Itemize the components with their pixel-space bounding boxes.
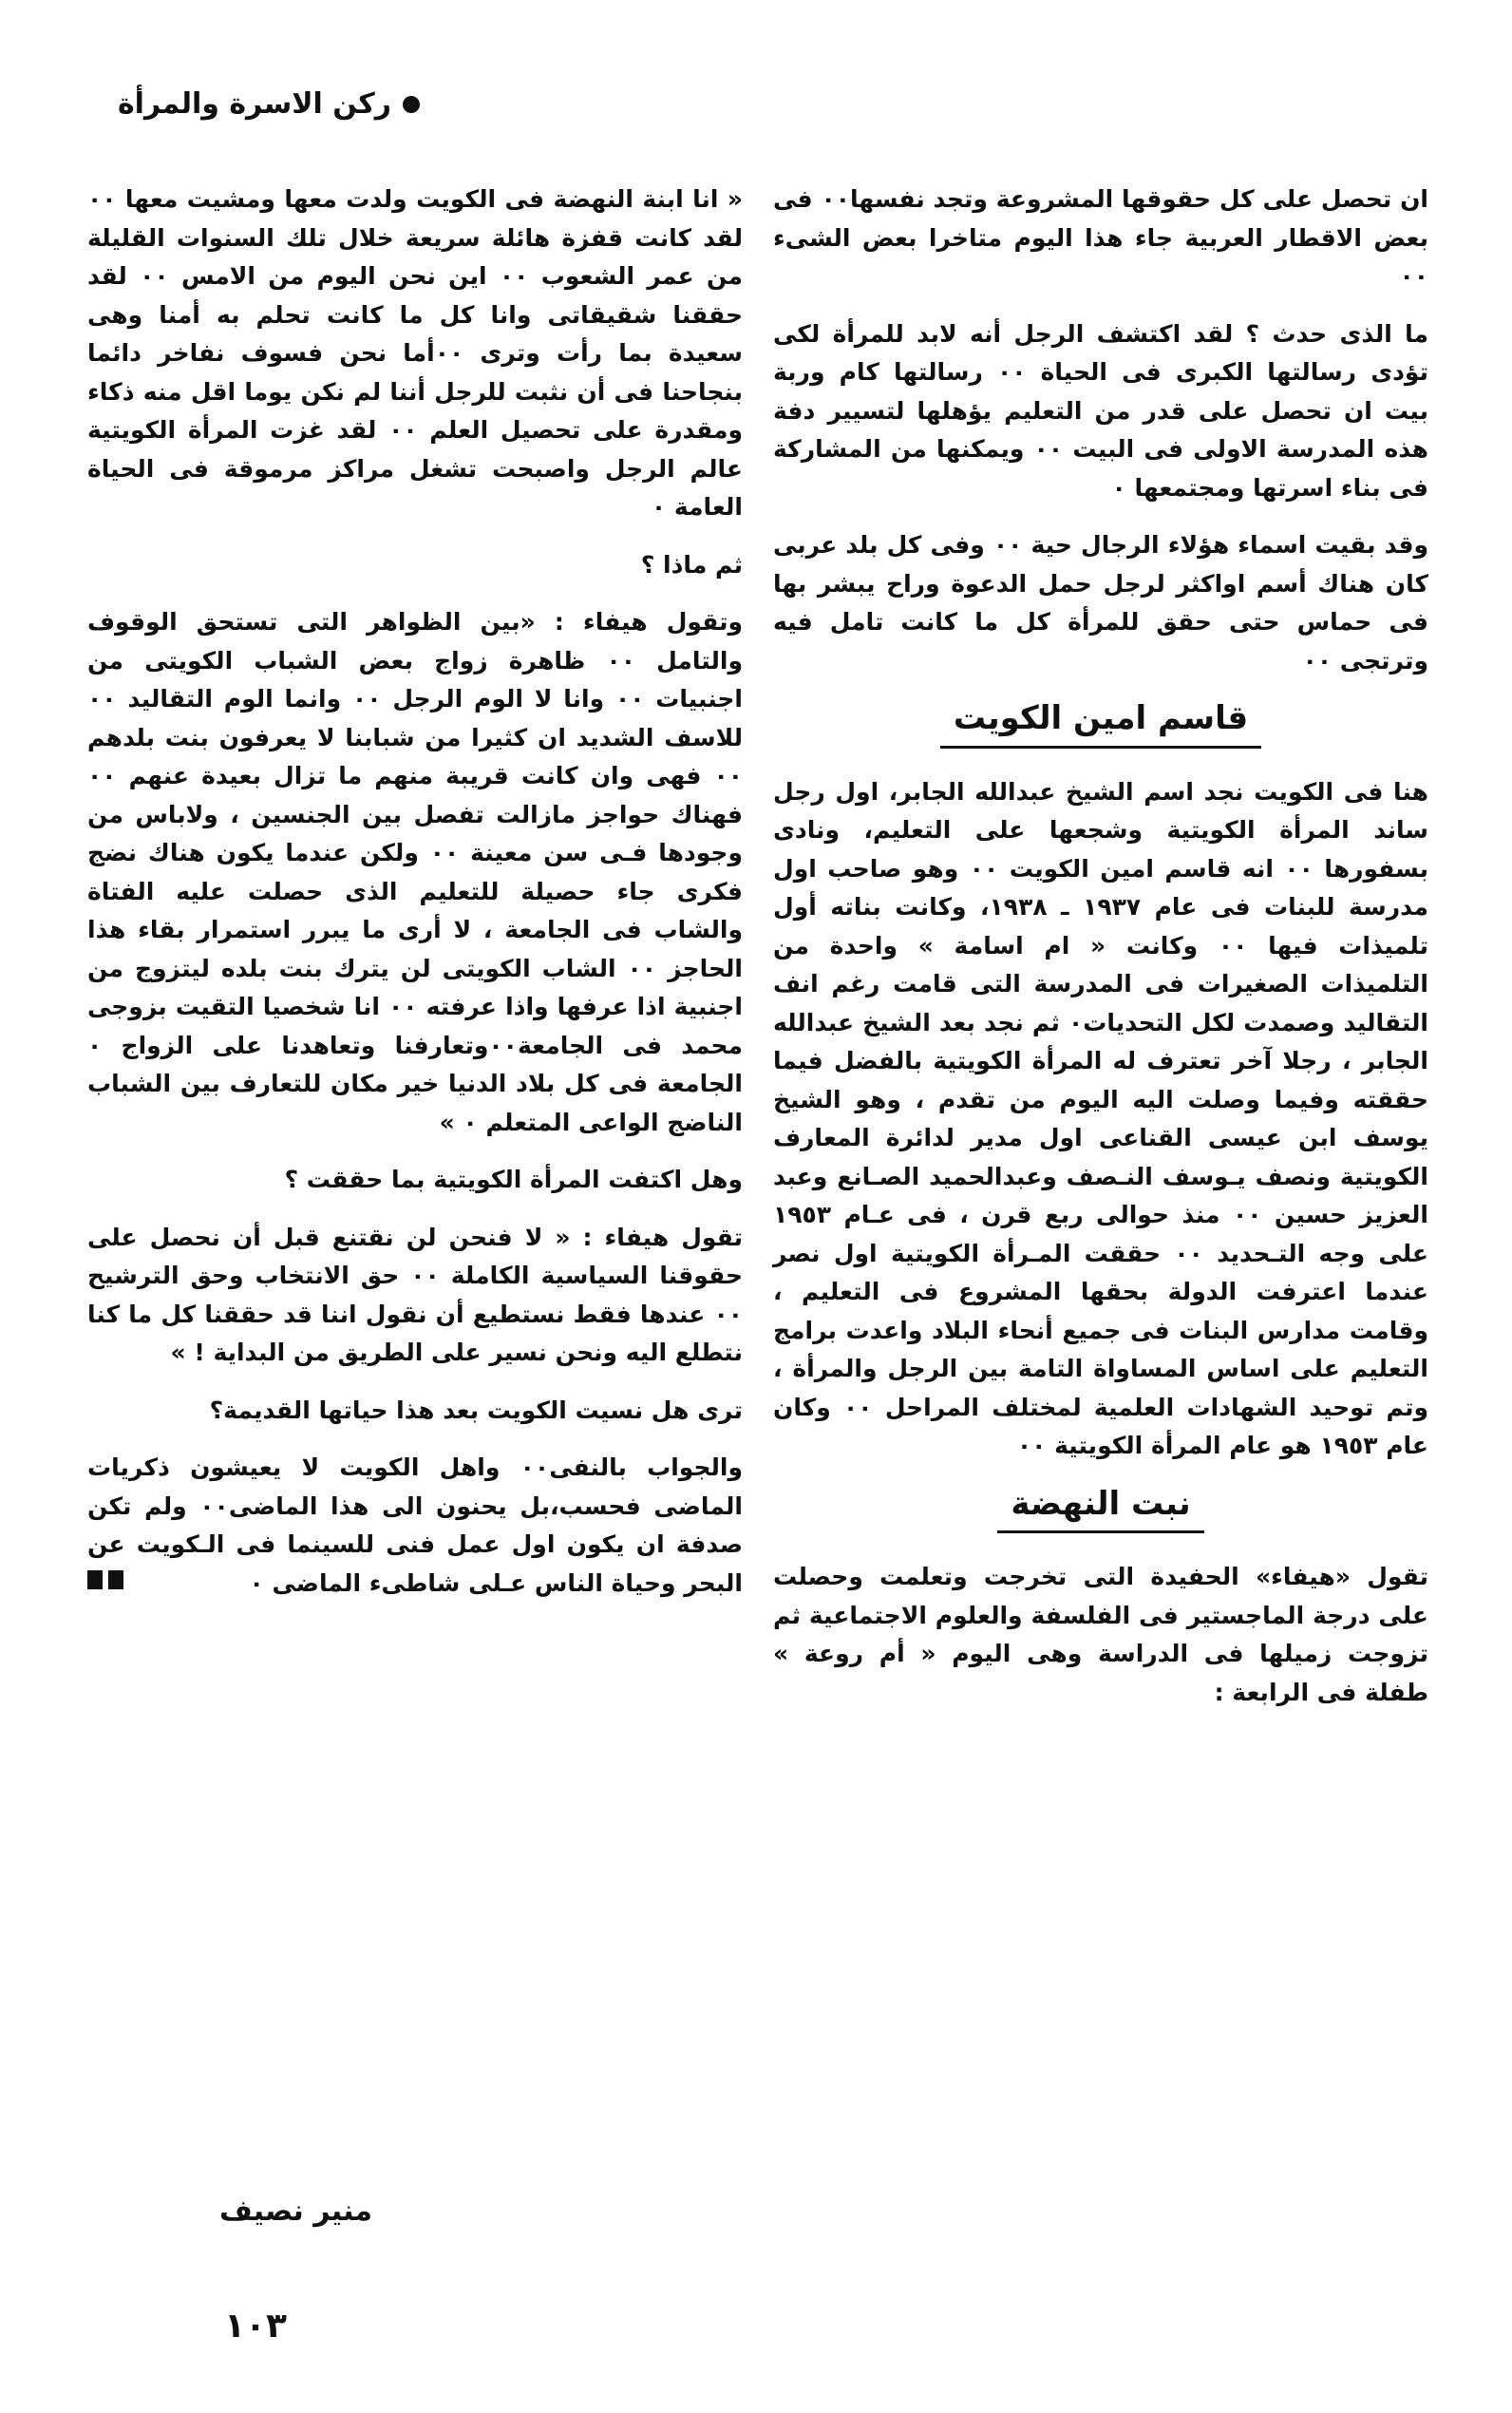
paragraph: تقول «هيفاء» الحفيدة التى تخرجت وتعلمت وحصلت على درجة الماجستير فى الفلسفة والعلوم الاجتماعية ثم تزوجت زميلها فى الدراسة وهى اليوم « أم روعة » طفلة فى الرابعة : xyxy=(773,1563,1428,1706)
page-number: ١٠٣ xyxy=(224,2307,287,2346)
paragraph: ثم ماذا ؟ xyxy=(640,550,743,579)
paragraph: وتقول هيفاء : «بين الظواهر التى تستحق الوقوف والتامل ٠٠ ظاهرة زواج بعض الشباب الكويتى من اجنبيات ٠٠ وانا لا الوم الرجل ٠٠ وانما الوم التقاليد ٠٠ للاسف الشديد ان كثيرا من شبابنا لا يعرفون بنت بلدهم ٠٠ فهى وان كانت قريبة منهم ما تزال بعيدة عنهم ٠٠ فهناك حواجز مازالت تفصل بين الجنسين ، ولاباس من وجودها فـى سن معينة ٠٠ ولكن عندما يكون هناك نضج فكرى جاء حصيلة للتعليم الذى حصلت عليه الفتاة والشاب فى الجامعة ، لا أرى ما يبرر استمرار بقاء هذا الحاجز ٠٠ الشاب الكويتى لن يترك بنت بلده ليتزوج من اجنبية اذا عرفها واذا عرفته ٠٠ انا شخصيا التقيت بزوجى محمد فى الجامعة٠٠وتعارفنا وتعاهدنا على الزواج ٠ الجامعة فى كل بلاد الدنيا خير مكان للتعارف بين الشباب الناضج الواعى المتعلم ٠ » xyxy=(87,608,744,1136)
section-title-text: ركن الاسرة والمرأة xyxy=(117,87,391,121)
paragraph: ان تحصل على كل حقوقها المشروعة وتجد نفسها٠٠ فى بعض الاقطار العربية جاء هذا اليوم متاخرا بعض الشىء ٠٠ xyxy=(773,185,1428,290)
subheading-text: قاسم امين الكويت xyxy=(940,699,1261,749)
paragraph: ما الذى حدث ؟ لقد اكتشف الرجل أنه لابد للمرأة لكى تؤدى رسالتها الكبرى فى الحياة ٠٠ رسالتها كام وربة بيت ان تحصل على قدر من التعليم يؤهلها لتسيير دفة هذه المدرسة الاولى فى البيت ٠٠ ويمكنها من المشاركة فى بناء اسرتها ومجتمعها ٠ xyxy=(773,319,1428,502)
right-column xyxy=(773,180,1428,1731)
paragraph: « انا ابنة النهضة فى الكويت ولدت معها ومشيت معها ٠٠ لقد كانت قفزة هائلة سريعة خلال تلك السنوات القليلة من عمر الشعوب ٠٠ اين نحن اليوم من الامس ٠٠ لقد حققنا شقيقاتى وانا كل ما كانت تحلم به أمنا وهى سعيدة بما رأت وترى ٠٠أما نحن فسوف نفاخر دائما بنجاحنا فى أن نثبت للرجل أننا لم نكن يوما اقل منه ذكاء ومقدرة على تحصيل العلم ٠٠ لقد غزت المرأة الكويتية عالم الرجل واصبحت تشغل مراكز مرموقة فى الحياة العامة ٠ xyxy=(87,185,744,521)
left-column xyxy=(87,180,743,1608)
subheading xyxy=(773,699,1428,749)
subheading-text: نبت النهضة xyxy=(997,1485,1203,1534)
paragraph: تقول هيفاء : « لا فنحن لن نقتنع قبل أن نحصل على حقوقنا السياسية الكاملة ٠٠ حق الانتخاب وحق الترشيح ٠٠ عندها فقط نستطيع أن نقول اننا قد حققنا كل ما كنا نتطلع اليه ونحن نسير على الطريق من البداية ! » xyxy=(87,1223,743,1366)
paragraph: ترى هل نسيت الكويت بعد هذا حياتها القديمة؟ xyxy=(209,1396,743,1424)
paragraph: هنا فى الكويت نجد اسم الشيخ عبدالله الجابر، اول رجل ساند المرأة الكويتية وشجعها على التعليم، ونادى بسفورها ٠٠ انه قاسم امين الكويت ٠٠ وهو صاحب اول مدرسة للبنات فى عام ١٩٣٧ ـ ١٩٣٨، وكانت بناته أول تلميذات فيها ٠٠ وكانت « ام اسامة » واحدة من التلميذات الصغيرات فى المدرسة التى قامت رغم انف التقاليد وصمدت لكل التحديات٠ ثم نجد بعد الشيخ عبدالله الجابر ، رجلا آخر تعترف له المرأة الكويتية بالفضل فيما حققته وفيما وصلت اليه اليوم من تقدم ، وهو الشيخ يوسف ابن عيسى القناعى اول مدير لدائرة المعارف الكويتية ونصف يـوسف النـصف وعبدالحميد الصـانع وعبد العزيز حسين ٠٠ منذ حوالى ربع قرن ، فى عـام ١٩٥٣ على وجه التـحديد ٠٠ حققت المـرأة الكويتية اول نصر عندما اعترفت الدولة بحقها المشروع فى التعليم ، وقامت مدارس البنات فى جميع أنحاء البلاد واعدت برامج التعليم على اساس المساواة التامة بين الرجل والمرأة ، وتم توحيد الشهادات العلمية لمختلف المراحل ٠٠ وكان عام ١٩٥٣ هو عام المرأة الكويتية ٠٠ xyxy=(773,777,1429,1459)
bullet-icon xyxy=(403,96,420,113)
paragraph: وقد بقيت اسماء هؤلاء الرجال حية ٠٠ وفى كل بلد عربى كان هناك أسم اواكثر لرجل حمل الدعوة وراح يبشر بها فى حماس حتى حقق للمرأة كل ما كانت تامل فيه وترتجى ٠٠ xyxy=(773,531,1428,674)
author-name: منير نصيف xyxy=(219,2194,372,2228)
subheading xyxy=(773,1485,1428,1534)
paragraph: وهل اكتفت المرأة الكويتية بما حققت ؟ xyxy=(284,1166,743,1193)
paragraph: والجواب بالنفى٠٠ واهل الكويت لا يعيشون ذكريات الماضى فحسب،بل يحنون الى هذا الماضى٠٠ ولم تكن صدفة ان يكون اول عمل فنى للسينما فى الـكويت عن البحر وحياة الناس عـلى شاطىء الماضى ٠ xyxy=(87,1454,743,1597)
section-title xyxy=(118,87,420,121)
